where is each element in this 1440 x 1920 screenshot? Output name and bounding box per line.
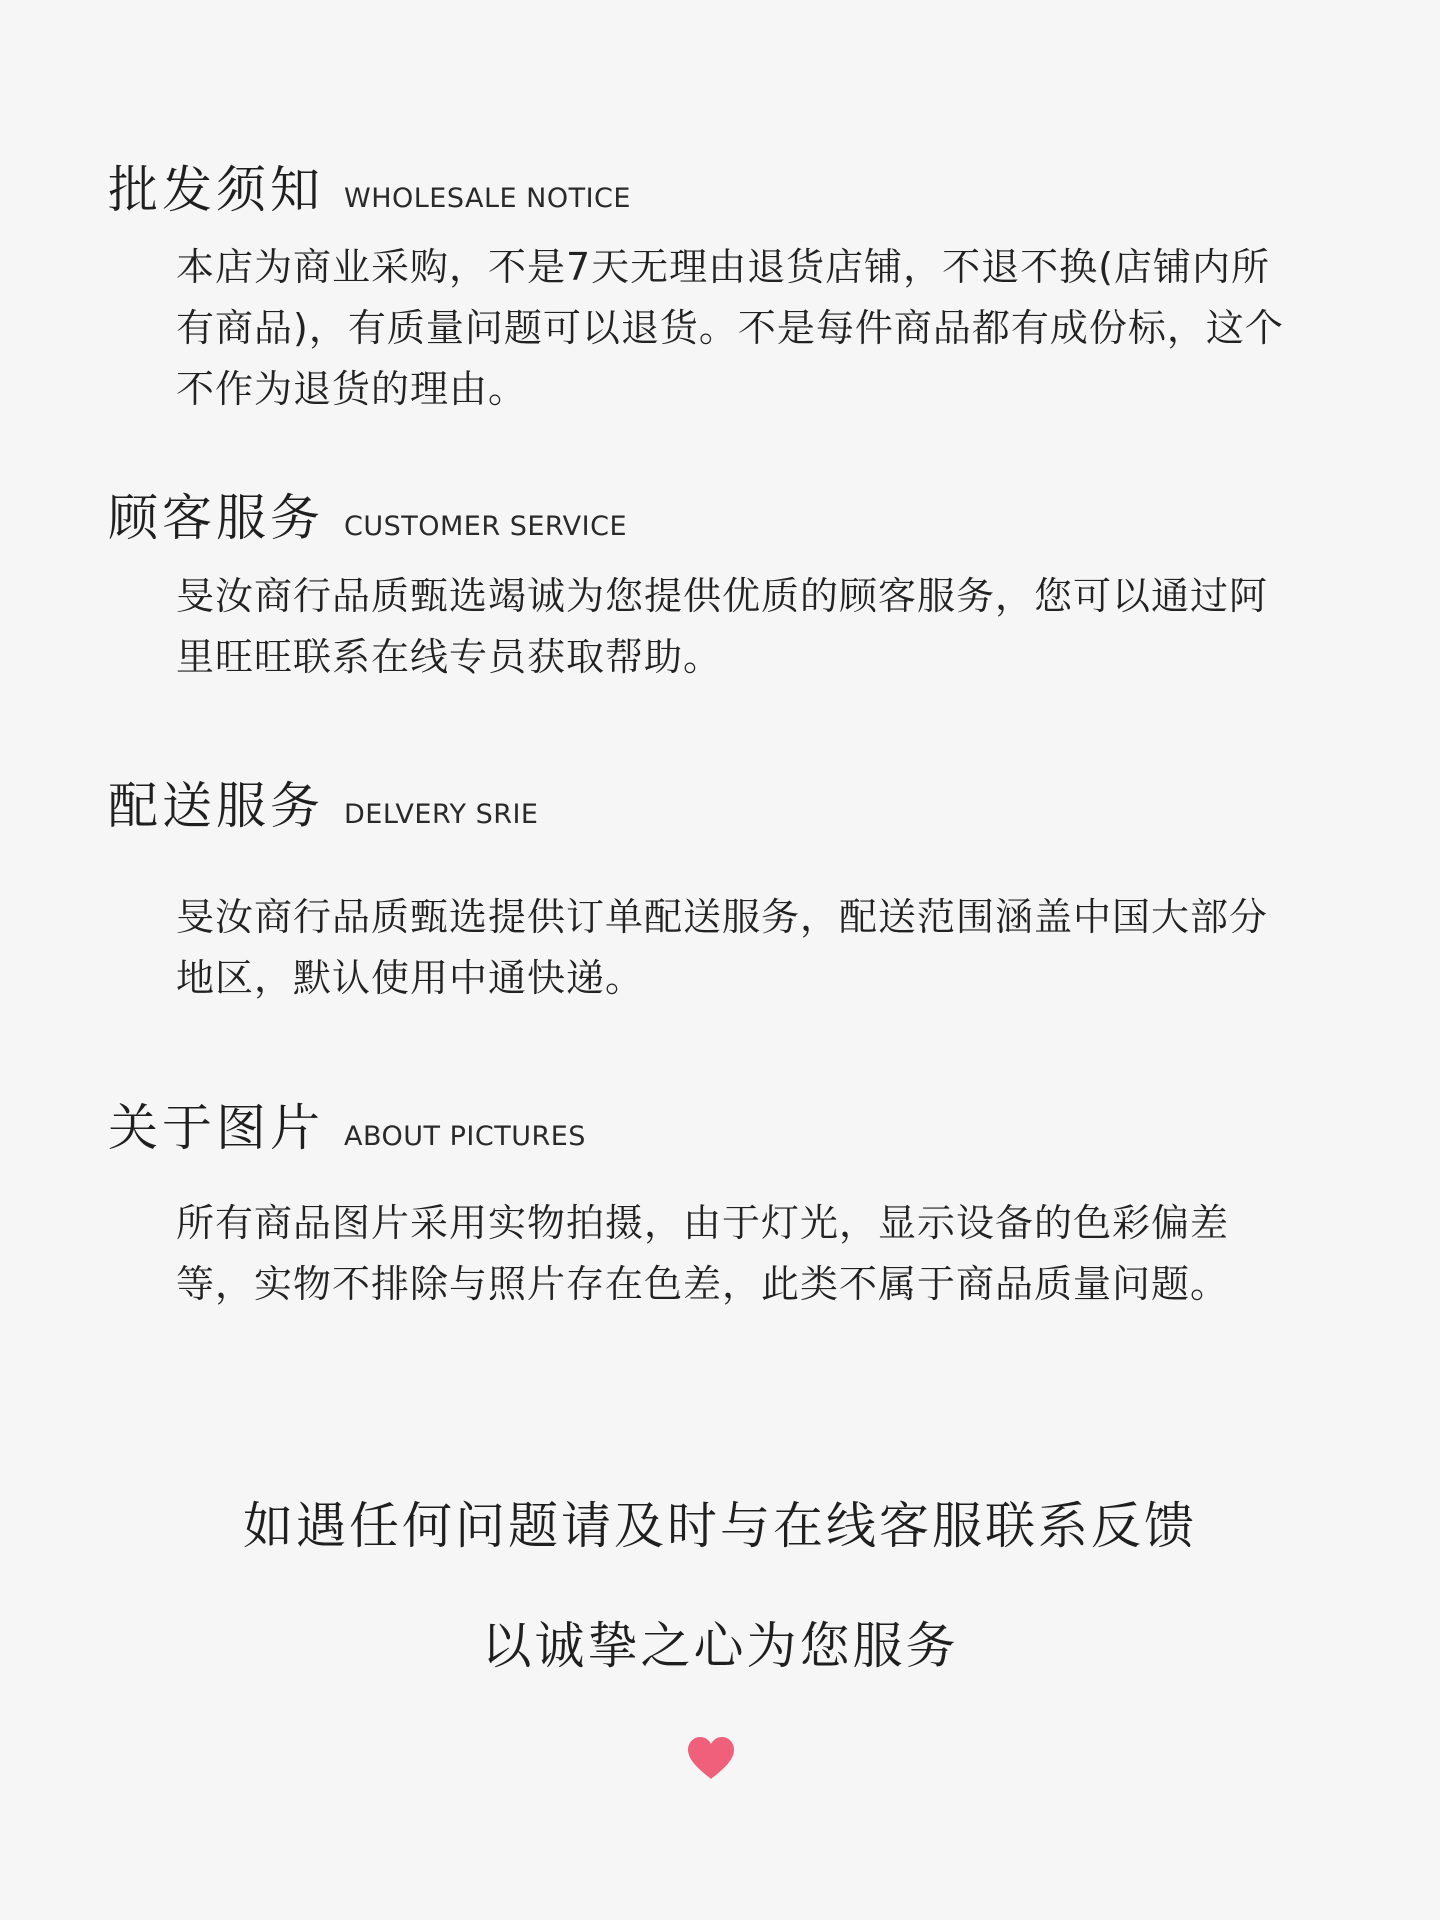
section-title-en: CUSTOMER SERVICE: [344, 511, 628, 542]
section-body-delivery-service: 旻汝商行品质甄选提供订单配送服务，配送范围涵盖中国大部分地区，默认使用中通快递。: [176, 895, 1269, 1000]
section-wholesale-notice: [108, 150, 1348, 222]
section-title: [108, 478, 1348, 550]
section-body-wholesale-notice: 本店为商业采购，不是7天无理由退货店铺，不退不换(店铺内所有商品)，有质量问题可以退货。不是每件商品都有成份标，这个不作为退货的理由。: [176, 245, 1284, 411]
section-title-cn: 关于图片: [108, 1099, 324, 1157]
section-title-cn: 配送服务: [108, 777, 324, 835]
section-title: [108, 766, 1348, 838]
footer-contact-line: 如遇任何问题请及时与在线客服联系反馈: [243, 1497, 1197, 1555]
heart-icon: [686, 1736, 736, 1780]
section-title-en: DELVERY SRIE: [344, 799, 539, 830]
section-title-cn: 批发须知: [108, 161, 324, 219]
section-title: [108, 150, 1348, 222]
section-customer-service: [108, 478, 1348, 550]
footer-service-line: 以诚挚之心为您服务: [481, 1617, 959, 1675]
section-title-en: ABOUT PICTURES: [344, 1121, 586, 1152]
section-title: [108, 1088, 1348, 1160]
section-about-pictures: [108, 1088, 1348, 1160]
section-body-about-pictures: 所有商品图片采用实物拍摄，由于灯光，显示设备的色彩偏差等，实物不排除与照片存在色差，此类不属于商品质量问题。: [176, 1201, 1230, 1306]
section-title-en: WHOLESALE NOTICE: [344, 183, 631, 214]
section-body-customer-service: 旻汝商行品质甄选竭诚为您提供优质的顾客服务，您可以通过阿里旺旺联系在线专员获取帮助。: [176, 574, 1269, 679]
section-delivery-service: [108, 766, 1348, 838]
section-title-cn: 顾客服务: [108, 489, 324, 547]
